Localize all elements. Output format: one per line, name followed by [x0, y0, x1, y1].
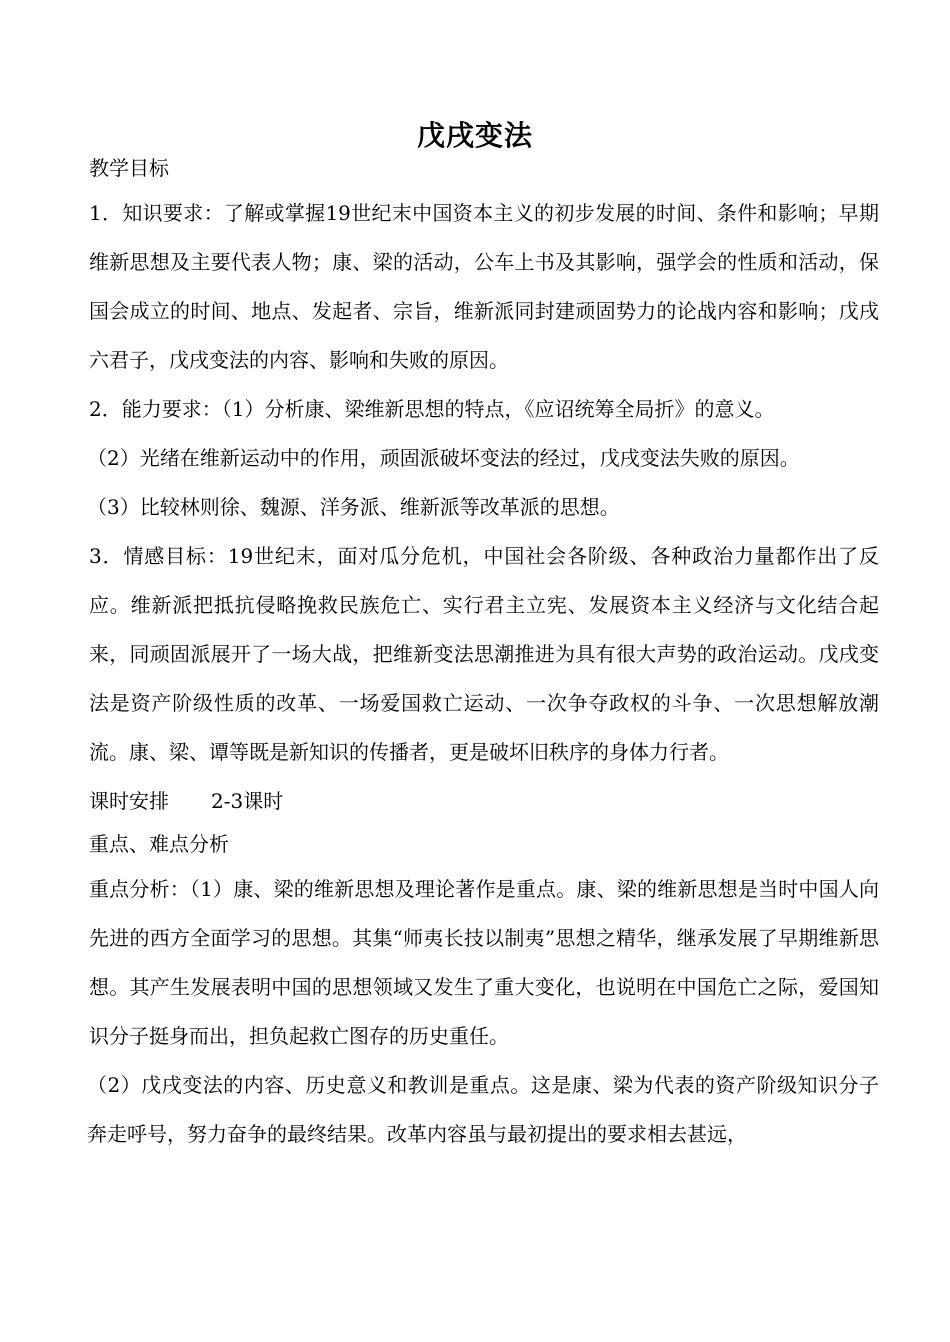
- section-heading-teaching-goals: 教学目标: [89, 156, 169, 180]
- paragraph-key-point-1: 重点分析：（1）康、梁的维新思想及理论著作是重点。康、梁的维新思想是当时中国人向先进的西方全面学习的思想。其集“师夷长技以制夷”思想之精华，继承发展了早期维新思想。其产生发展表明中国的思想领域又发生了重大变化，也说明在中国危亡之际，爱国知识分子挺身而出，担负起救亡图存的历史重任。: [89, 877, 879, 1048]
- paragraph-ability-goal-item-2: （2）光绪在维新运动中的作用，顽固派破坏变法的经过，戊戌变法失败的原因。: [87, 446, 800, 470]
- paragraph-ability-goal: 2．能力要求：（1）分析康、梁维新思想的特点，《应诏统筹全局折》的意义。: [89, 397, 775, 421]
- schedule-line: [89, 777, 879, 826]
- schedule-value: 2-3课时: [211, 789, 284, 813]
- schedule-label: 课时安排: [89, 789, 169, 813]
- document-title: 戊戌变法: [416, 119, 533, 152]
- paragraph-emotional-goal: 3．情感目标：19世纪末，面对瓜分危机，中国社会各阶级、各种政治力量都作出了反应。维新派把抵抗侵略挽救民族危亡、实行君主立宪、发展资本主义经济与文化结合起来，同顽固派展开了一场大战，把维新变法思潮推进为具有很大声势的政治运动。戊戌变法是资产阶级性质的改革、一场爱国救亡运动、一次争夺政权的斗争、一次思想解放潮流。康、梁、谭等既是新知识的传播者，更是破坏旧秩序的身体力行者。: [89, 544, 879, 764]
- document-body: [89, 150, 879, 1159]
- paragraph-ability-goal-item-3: （3）比较林则徐、魏源、洋务派、维新派等改革派的思想。: [87, 495, 620, 519]
- paragraph-knowledge-goal: 1．知识要求：了解或掌握19世纪末中国资本主义的初步发展的时间、条件和影响；早期维新思想及主要代表人物；康、梁的活动，公车上书及其影响，强学会的性质和活动，保国会成立的时间、地点、发起者、宗旨，维新派同封建顽固势力的论战内容和影响；戊戌六君子，戊戌变法的内容、影响和失败的原因。: [89, 201, 879, 372]
- paragraph-key-point-2: （2）戊戌变法的内容、历史意义和教训是重点。这是康、梁为代表的资产阶级知识分子奔走呼号，努力奋争的最终结果。改革内容虽与最初提出的要求相去甚远，: [87, 1073, 879, 1146]
- section-heading-key-points: 重点、难点分析: [89, 832, 229, 856]
